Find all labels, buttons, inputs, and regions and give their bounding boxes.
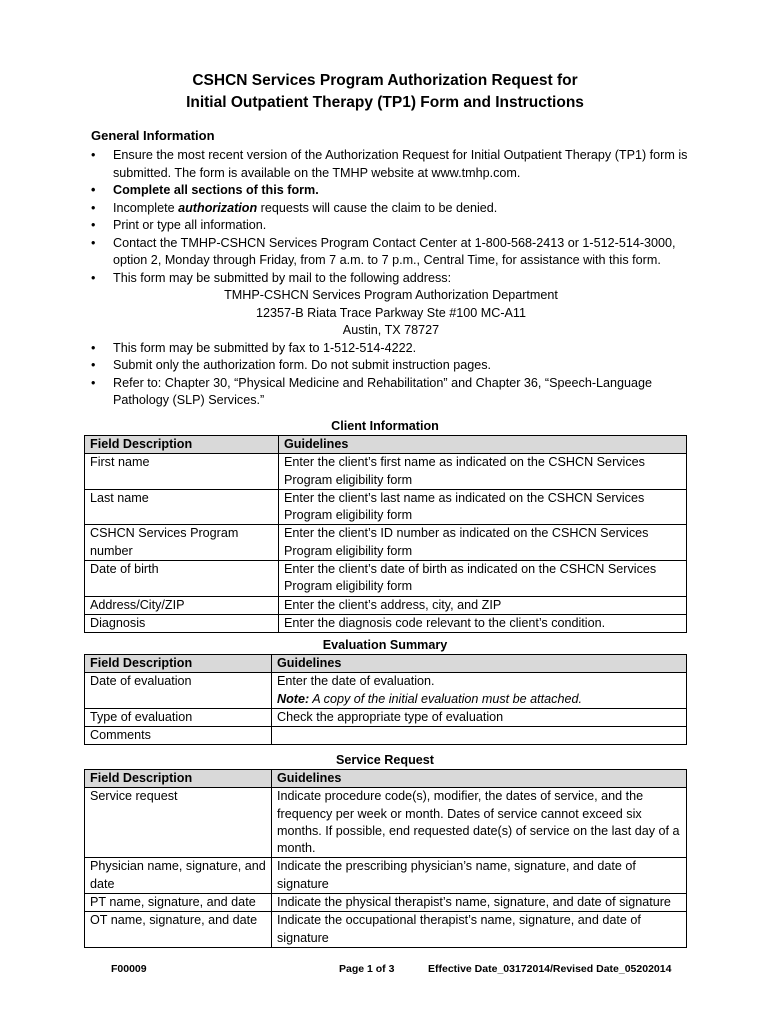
column-header: Field Description xyxy=(85,655,272,673)
footer-page-number: Page 1 of 3 xyxy=(339,963,395,975)
mailing-address-line-3: Austin, TX 78727 xyxy=(342,323,440,337)
list-item: • Contact the TMHP-CSHCN Services Program Contact Center at 1-800-568-2413 or 1-512-514-3000, option 2, Monday through Friday, from 7 a.m. to 7 p.m., Central Time, for assistance with this form. xyxy=(91,235,691,270)
list-item-text: This form may be submitted by mail to the following address: xyxy=(113,270,452,285)
field-cell: Date of evaluation xyxy=(85,673,272,709)
field-cell: Type of evaluation xyxy=(85,708,272,726)
field-cell: OT name, signature, and date xyxy=(85,912,272,948)
list-item: • This form may be submitted by fax to 1-512-514-4222. xyxy=(91,340,691,358)
guideline-cell: Enter the client’s address, city, and ZIP xyxy=(279,596,687,614)
footer-form-id: F00009 xyxy=(111,963,147,975)
table-row xyxy=(85,912,687,948)
evaluation-summary-table xyxy=(84,654,687,745)
list-item: • Submit only the authorization form. Do not submit instruction pages. xyxy=(91,357,691,375)
table-row xyxy=(85,727,687,745)
table-header-row xyxy=(85,770,687,788)
document-title-line-1: CSHCN Services Program Authorization Request for xyxy=(192,72,578,89)
list-item xyxy=(91,270,691,340)
table-row xyxy=(85,858,687,894)
note-label: Note: xyxy=(277,691,310,706)
field-cell: Date of birth xyxy=(85,561,279,597)
field-cell: Diagnosis xyxy=(85,614,279,632)
table-row xyxy=(85,489,687,525)
column-header: Field Description xyxy=(85,770,272,788)
note-body: A copy of the initial evaluation must be attached. xyxy=(309,691,582,706)
list-item: • Refer to: Chapter 30, “Physical Medicine and Rehabilitation” and Chapter 36, “Speech-Language Pathology (SLP) Services.” xyxy=(91,375,691,410)
table-row xyxy=(85,708,687,726)
mailing-address-line-1: TMHP-CSHCN Services Program Authorization Department xyxy=(224,288,558,302)
guideline-cell xyxy=(272,727,687,745)
field-cell: Address/City/ZIP xyxy=(85,596,279,614)
guideline-cell xyxy=(272,673,687,709)
field-cell: Comments xyxy=(85,727,272,745)
client-information-title: Client Information xyxy=(331,419,439,433)
list-item-text: Incomplete xyxy=(113,200,179,215)
general-information-list xyxy=(91,147,691,410)
table-row xyxy=(85,596,687,614)
table-row xyxy=(85,788,687,858)
table-row xyxy=(85,614,687,632)
table-row xyxy=(85,894,687,912)
emphasis-text: authorization xyxy=(178,200,258,215)
service-request-title: Service Request xyxy=(335,753,434,767)
field-cell: Physician name, signature, and date xyxy=(85,858,272,894)
list-item: • Ensure the most recent version of the Authorization Request for Initial Outpatient Therapy (TP1) form is submitted. The form is available on the TMHP website at www.tmhp.com. xyxy=(91,147,691,182)
table-header-row xyxy=(85,655,687,673)
guideline-cell: Indicate procedure code(s), modifier, the dates of service, and the frequency per week or month. Dates of service cannot exceed six months. If possible, end requested date(s) of service on the last day of a month. xyxy=(272,788,687,858)
table-header-row xyxy=(85,436,687,454)
field-cell: Service request xyxy=(85,788,272,858)
client-information-table xyxy=(84,435,687,633)
guideline-cell: Enter the diagnosis code relevant to the client’s condition. xyxy=(279,614,687,632)
list-item xyxy=(91,200,691,218)
evaluation-summary-title: Evaluation Summary xyxy=(322,638,448,652)
note-text xyxy=(277,691,681,708)
footer-effective-date: Effective Date_03172014/Revised Date_05202014 xyxy=(428,963,672,975)
guideline-cell: Indicate the physical therapist’s name, signature, and date of signature xyxy=(272,894,687,912)
table-row xyxy=(85,454,687,490)
field-cell: PT name, signature, and date xyxy=(85,894,272,912)
column-header: Guidelines xyxy=(272,770,687,788)
guideline-cell: Indicate the prescribing physician’s name, signature, and date of signature xyxy=(272,858,687,894)
table-row xyxy=(85,561,687,597)
guideline-cell: Indicate the occupational therapist’s name, signature, and date of signature xyxy=(272,912,687,948)
column-header: Guidelines xyxy=(272,655,687,673)
guideline-cell: Enter the client’s date of birth as indicated on the CSHCN Services Program eligibility form xyxy=(279,561,687,597)
guideline-cell: Check the appropriate type of evaluation xyxy=(272,708,687,726)
guideline-cell: Enter the client’s ID number as indicated on the CSHCN Services Program eligibility form xyxy=(279,525,687,561)
table-row xyxy=(85,673,687,709)
column-header: Field Description xyxy=(85,436,279,454)
guideline-cell: Enter the client’s last name as indicated on the CSHCN Services Program eligibility form xyxy=(279,489,687,525)
field-cell: First name xyxy=(85,454,279,490)
guideline-cell: Enter the client’s first name as indicated on the CSHCN Services Program eligibility form xyxy=(279,454,687,490)
service-request-table xyxy=(84,769,687,948)
list-item-text: requests will cause the claim to be denied. xyxy=(257,200,498,215)
general-information-heading: General Information xyxy=(91,128,215,143)
list-item: • Complete all sections of this form. xyxy=(91,182,691,200)
document-title-line-2: Initial Outpatient Therapy (TP1) Form and Instructions xyxy=(186,94,584,111)
field-cell: Last name xyxy=(85,489,279,525)
table-row xyxy=(85,525,687,561)
mailing-address-line-2: 12357-B Riata Trace Parkway Ste #100 MC-A11 xyxy=(256,305,526,320)
column-header: Guidelines xyxy=(279,436,687,454)
list-item: • Print or type all information. xyxy=(91,217,691,235)
guideline-text: Enter the date of evaluation. xyxy=(277,674,435,689)
field-cell: CSHCN Services Program number xyxy=(85,525,279,561)
